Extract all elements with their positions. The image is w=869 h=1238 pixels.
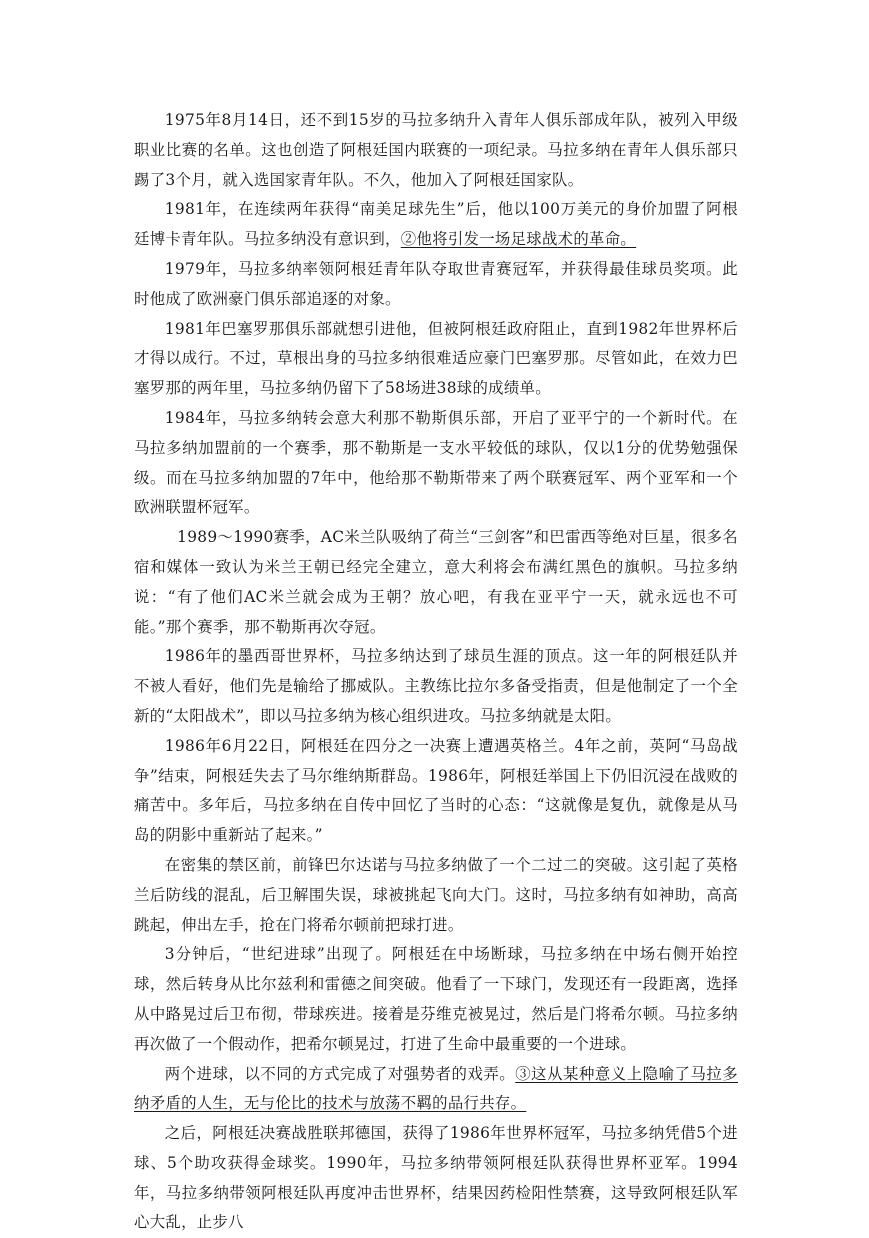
paragraph-2 bbox=[134, 195, 738, 255]
paragraph-text: 3分钟后，“世纪进球”出现了。阿根廷在中场断球，马拉多纳在中场右侧开始控球，然后转身从比尔兹利和雷德之间突破。他看了一下球门，发现还有一段距离，选择从中路晃过后卫布彻，带球疾进。接着是芬维克被晃过，然后是门将希尔顿。马拉多纳再次做了一个假动作，把希尔顿晃过，打进了生命中最重要的一个进球。 bbox=[134, 945, 738, 1053]
paragraph-11 bbox=[134, 1060, 738, 1120]
paragraph-text: 1986年的墨西哥世界杯，马拉多纳达到了球员生涯的顶点。这一年的阿根廷队并不被人看好，他们先是输给了挪威队。主教练比拉尔多备受指责，但是他制定了一个全新的“太阳战术”，即以马拉多纳为核心组织进攻。马拉多纳就是太阳。 bbox=[134, 647, 738, 725]
document-body bbox=[134, 106, 738, 1238]
paragraph-text: 两个进球，以不同的方式完成了对强势者的戏弄。 bbox=[164, 1064, 516, 1083]
paragraph-text: 1989～1990赛季，AC米兰队吸纳了荷兰“三剑客”和巴雷西等绝对巨星，很多名宿和媒体一致认为米兰王朝已经完全建立，意大利将会布满红黑色的旗帜。马拉多纳说：“有了他们AC米兰就会成为王朝？放心吧，有我在亚平宁一天，就永远也不可能。”那个赛季，那不勒斯再次夺冠。 bbox=[134, 528, 738, 636]
paragraph-text: 1986年6月22日，阿根廷在四分之一决赛上遭遇英格兰。4年之前，英阿“马岛战争”结束，阿根廷失去了马尔维纳斯群岛。1986年，阿根廷举国上下仍旧沉浸在战败的痛苦中。多年后，马拉多纳在自传中回忆了当时的心态：“这就像是复仇，就像是从马岛的阴影中重新站了起来。” bbox=[134, 736, 738, 845]
paragraph-text: 在密集的禁区前，前锋巴尔达诺与马拉多纳做了一个二过二的突破。这引起了英格兰后防线的混乱，后卫解围失误，球被挑起飞向大门。这时，马拉多纳有如神助，高高跳起，伸出左手，抢在门将希尔顿前把球打进。 bbox=[134, 855, 738, 934]
paragraph-text: 1981年，在连续两年获得“南美足球先生”后，他以100万美元的身价加盟了阿根廷博卡青年队。马拉多纳没有意识到， bbox=[134, 200, 738, 249]
paragraph-10 bbox=[134, 940, 738, 1059]
paragraph-5 bbox=[134, 404, 738, 523]
paragraph-text: 1981年巴塞罗那俱乐部就想引进他，但被阿根廷政府阻止，直到1982年世界杯后才得以成行。不过，草根出身的马拉多纳很难适应豪门巴塞罗那。尽管如此，在效力巴塞罗那的两年里，马拉多纳仍留下了58场进38球的成绩单。 bbox=[134, 319, 738, 398]
paragraph-text: 1975年8月14日，还不到15岁的马拉多纳升入青年人俱乐部成年队，被列入甲级职业比赛的名单。这也创造了阿根廷国内联赛的一项纪录。马拉多纳在青年人俱乐部只踢了3个月，就入选国家青年队。不久，他加入了阿根廷国家队。 bbox=[134, 111, 738, 189]
paragraph-1 bbox=[134, 106, 738, 195]
paragraph-text: 之后，阿根廷决赛战胜联邦德国，获得了1986年世界杯冠军，马拉多纳凭借5个进球、5个助攻获得金球奖。1990年，马拉多纳带领阿根廷队获得世界杯亚军。1994年，马拉多纳带领阿根廷队再度冲击世界杯，结果因药检阳性禁赛，这导致阿根廷队军心大乱，止步八 bbox=[134, 1124, 738, 1232]
paragraph-12 bbox=[134, 1119, 738, 1238]
underlined-sentence-2: ②他将引发一场足球战术的革命。 bbox=[400, 230, 637, 249]
underlined-sentence-3: ③这从某种意义上隐喻了马拉多纳矛盾的人生，无与伦比的技术与放荡不羁的品行共存。 bbox=[134, 1064, 738, 1113]
paragraph-3 bbox=[134, 255, 738, 315]
paragraph-8 bbox=[134, 732, 738, 851]
paragraph-4 bbox=[134, 315, 738, 404]
paragraph-text: 1979年，马拉多纳率领阿根廷青年队夺取世青赛冠军，并获得最佳球员奖项。此时他成了欧洲豪门俱乐部追逐的对象。 bbox=[134, 259, 738, 308]
paragraph-7 bbox=[134, 642, 738, 731]
paragraph-9 bbox=[134, 851, 738, 940]
paragraph-text: 1984年，马拉多纳转会意大利那不勒斯俱乐部，开启了亚平宁的一个新时代。在马拉多纳加盟前的一个赛季，那不勒斯是一支水平较低的球队，仅以1分的优势勉强保级。而在马拉多纳加盟的7年中，他给那不勒斯带来了两个联赛冠军、两个亚军和一个欧洲联盟杯冠军。 bbox=[134, 408, 738, 517]
paragraph-6 bbox=[134, 523, 738, 642]
